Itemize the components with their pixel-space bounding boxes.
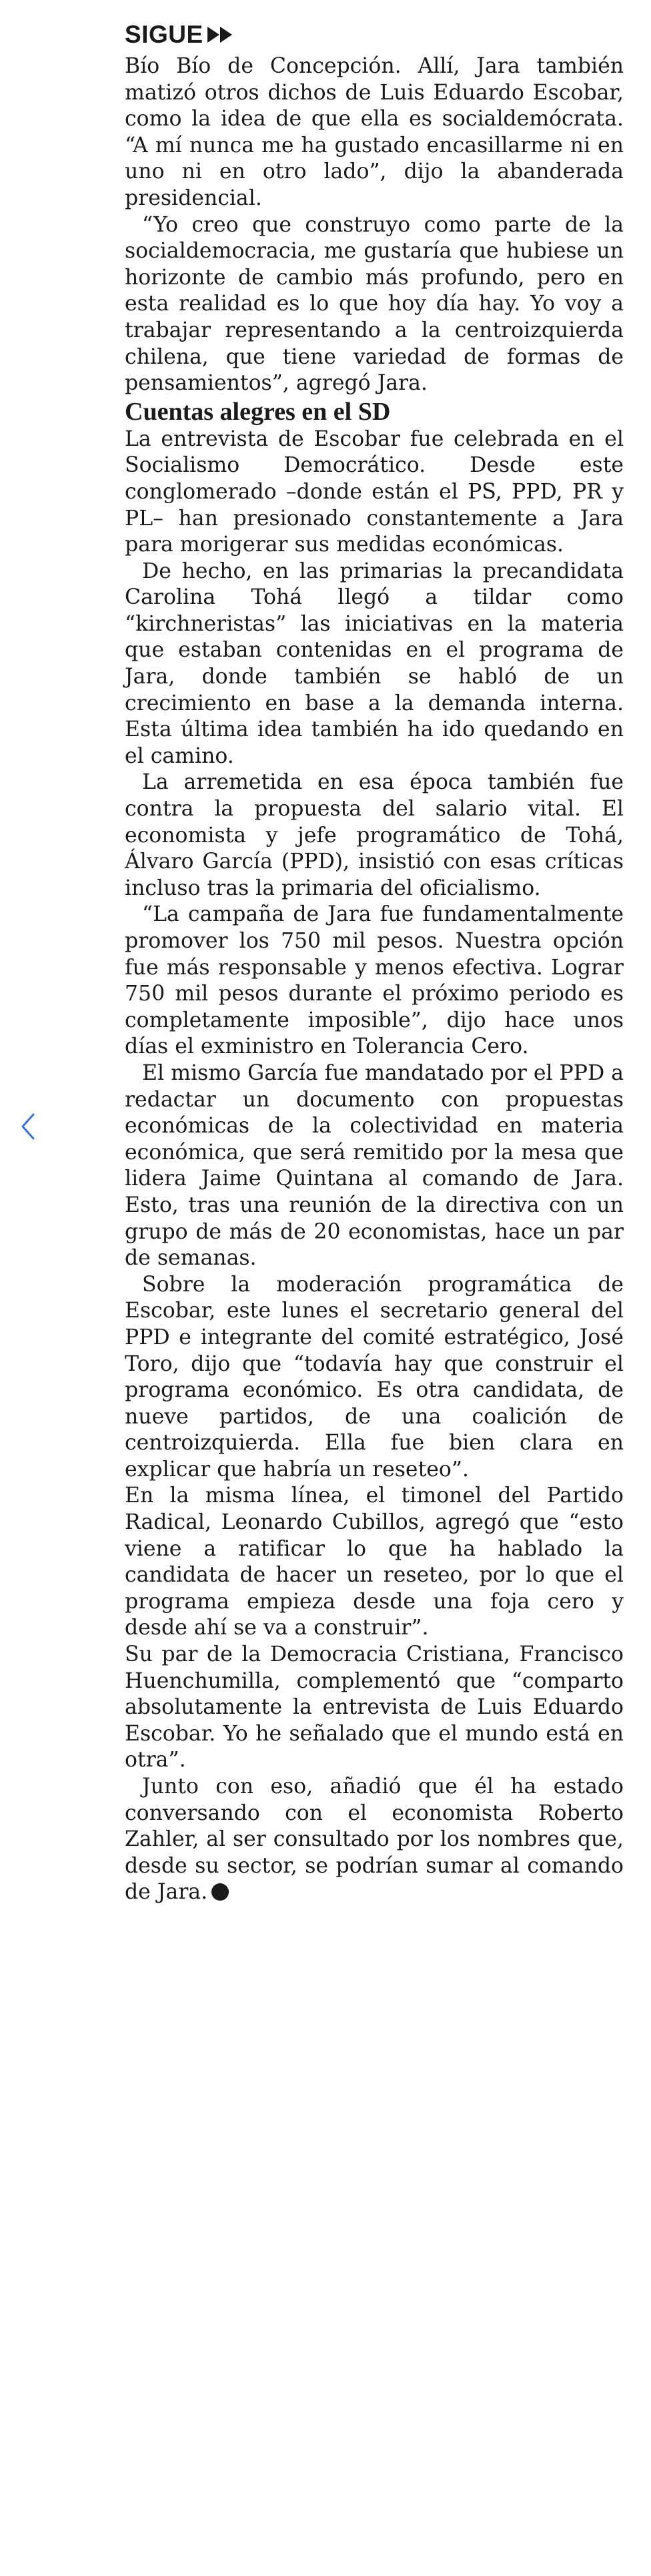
back-button[interactable] — [13, 1108, 43, 1145]
body-paragraph: “La campaña de Jara fue fundamentalmente promover los 750 mil pesos. Nuestra opción fue más responsable y menos efectiva. Lograr 750 mil pesos durante el próximo periodo es completamente imposible”, dijo hace unos días el exministro en Tolerancia Cero. — [125, 902, 624, 1059]
body-paragraph: El mismo García fue mandatado por el PPD a redactar un documento con propuestas económicas de la colectividad en materia económica, que será remitido por la mesa que lidera Jaime Quintana al comando de Jara. Esto, tras una reunión de la directiva con un grupo de más de 20 economistas, hace un par de semanas. — [125, 1060, 624, 1271]
closing-paragraph-text: Junto con eso, añadió que él ha estado conversando con el economista Roberto Zahler, al ser consultado por los nombres que, desde su sector, se podrían sumar al comando de Jara. — [125, 1775, 624, 1905]
body-paragraph: De hecho, en las primarias la precandidata Carolina Tohá llegó a tildar como “kirchneristas” las iniciativas en la materia que estaban contenidas en el programa de Jara, donde también se habló de un crecimiento en base a la demanda interna. Esta última idea también ha ido quedando en el camino. — [125, 559, 624, 768]
continue-label: SIGUE — [125, 21, 203, 48]
double-arrow-icon — [207, 27, 232, 43]
body-paragraph: Sobre la moderación programática de Escobar, este lunes el secretario general del PPD e integrante del comité estratégico, José Toro, dijo que “todavía hay que construir el programa económico. Es otra candidata, de nueve partidos, de una coalición de centroizquierda. Ella fue bien clara en explicar que habría un reseteo”. — [125, 1272, 624, 1482]
article — [125, 16, 624, 1906]
body-paragraph: La entrevista de Escobar fue celebrada en el Socialismo Democrático. Desde este conglomerado –donde están el PS, PPD, PR y PL– han presionado constantemente a Jara para morigerar sus medidas económicas. — [125, 426, 624, 557]
section-heading: Cuentas alegres en el SD — [125, 397, 391, 426]
body-paragraph: En la misma línea, el timonel del Partido Radical, Leonardo Cubillos, agregó que “esto viene a ratificar lo que ha hablado la candidata de hacer un reseteo, por lo que el programa empieza desde una foja cero y desde ahí se va a construir”. — [125, 1484, 624, 1640]
chevron-left-icon — [13, 1108, 43, 1145]
body-paragraph: “Yo creo que construyo como parte de la socialdemocracia, me gustaría que hubiese un horizonte de cambio más profundo, pero en esta realidad es lo que hoy día hay. Yo voy a trabajar representando a la centroizquierda chilena, que tiene variedad de formas de pensamientos”, agregó Jara. — [125, 212, 624, 396]
continue-marker — [125, 16, 624, 53]
end-of-article-dot-icon — [211, 1883, 229, 1901]
closing-paragraph — [125, 1774, 624, 1906]
body-paragraph: Su par de la Democracia Cristiana, Francisco Huenchumilla, complementó que “comparto absolutamente la entrevista de Luis Eduardo Escobar. Yo he señalado que el mundo está en otra”. — [125, 1642, 624, 1773]
body-paragraph: La arremetida en esa época también fue contra la propuesta del salario vital. El economista y jefe programático de Tohá, Álvaro García (PPD), insistió con esas críticas incluso tras la primaria del oficialismo. — [125, 770, 624, 900]
body-paragraph: Bío Bío de Concepción. Allí, Jara también matizó otros dichos de Luis Eduardo Escobar, como la idea de que ella es socialdemócrata. “A mí nunca me ha gustado encasillarme ni en uno ni en otro lado”, dijo la abanderada presidencial. — [125, 54, 624, 210]
